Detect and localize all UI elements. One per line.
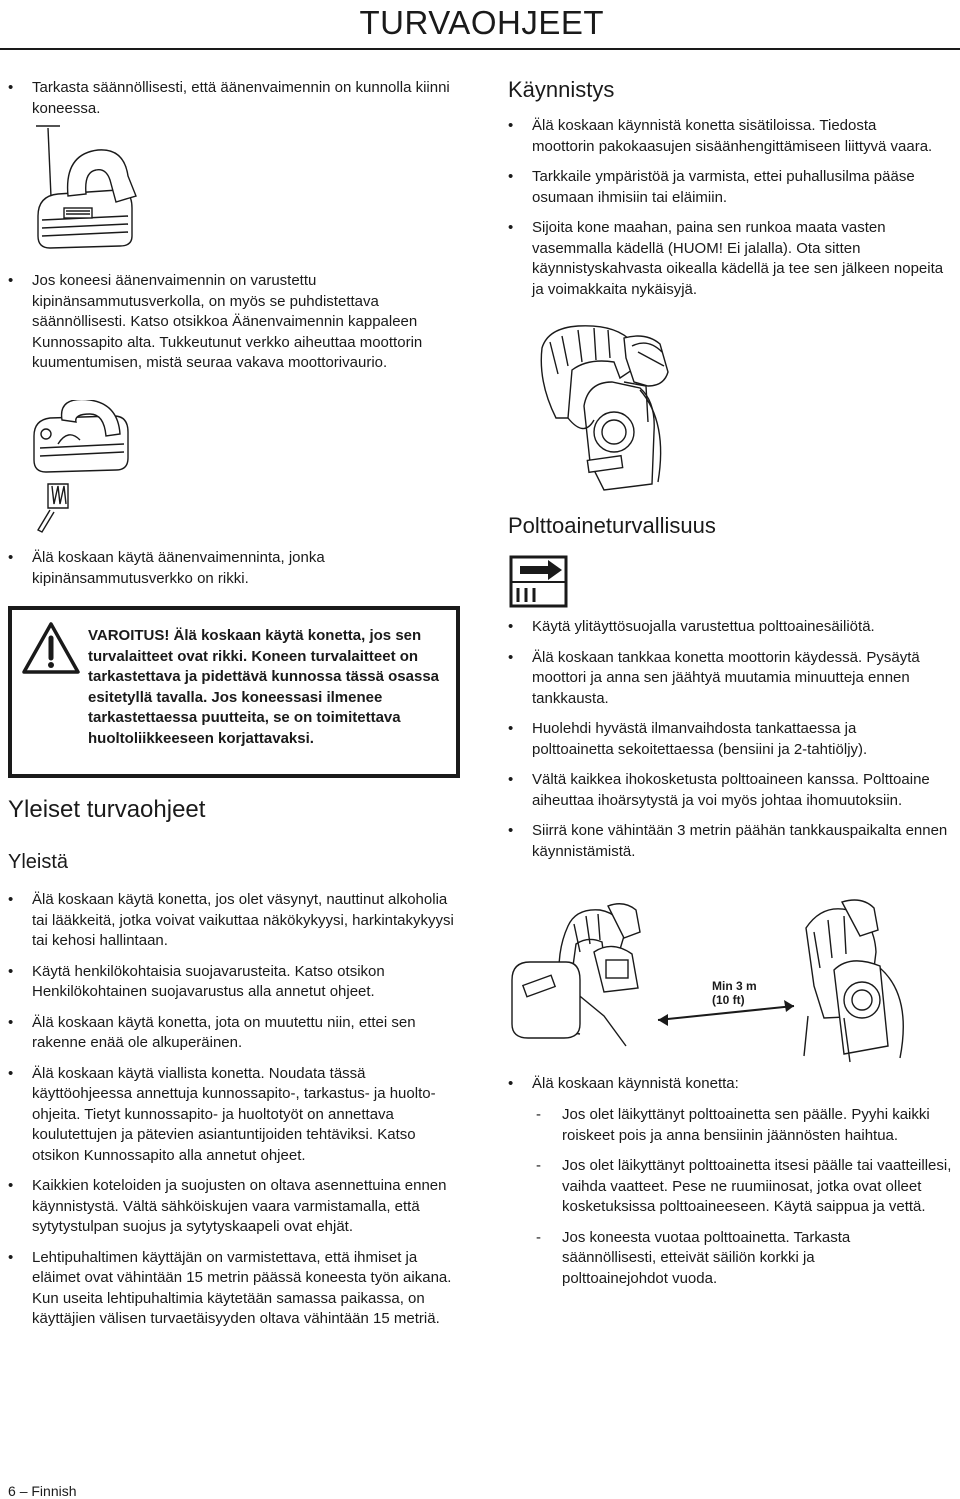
page-title: TURVAOHJEET [359, 4, 604, 41]
never-start-conditions [508, 1105, 960, 1289]
fuel-safety-list [508, 617, 954, 862]
fuel-safety-title: Polttoaineturvallisuus [508, 513, 716, 538]
list-item: • Vältä kaikkea ihokosketusta polttoaineen kanssa. Polttoaine aiheuttaa ihoärsytystä ja voi myös johtaa ihomuutoksiin. [508, 770, 932, 811]
never-start-list [508, 1074, 954, 1095]
list-item: • Älä koskaan käytä konetta, jos olet väsynyt, nauttinut alkoholia tai lääkkeitä, jotka voivat vaikuttaa näkökykyysi, harkintakykyysi tai kehosi hallintaan. [8, 890, 456, 952]
list-item: • Älä koskaan tankkaa konetta moottorin käydessä. Pysäytä moottori ja anna sen jäähtyä muutamia minuutteja ennen tankkausta. [508, 648, 920, 710]
distance-label-imperial: (10 ft) [712, 993, 745, 1007]
warning-triangle-icon [22, 622, 80, 674]
list-item: • Lehtipuhaltimen käyttäjän on varmistettava, että ihmiset ja eläimet ovat vähintään 15 metrin päässä koneesta työn aikana. Kun useita lehtipuhaltimia käytetään samassa paikassa, on käyttäjien välisen turvaetäisyyden oltava vähintään 15 metriä. [8, 1248, 456, 1330]
broken-screen-list [8, 548, 456, 589]
general-safety-list [8, 890, 456, 1330]
list-item: • Käytä ylitäyttösuojalla varustettua polttoainesäiliötä. [508, 617, 954, 638]
warning-box [8, 606, 460, 778]
warning-text: VAROITUS! Älä koskaan käytä konetta, jos sen turvalaitteet ovat rikki. Koneen turvalaitteet on tarkastettava ja pidettävä kunnossa tässä osassa esitetyllä tavalla. Jos koneessasi ilmenee tarkastettaessa puutteita, se on toimitettava huoltoliikkeeseen korjattavaksi. [88, 627, 440, 747]
distance-label [712, 979, 757, 1007]
list-item: • Tarkkaile ympäristöä ja varmista, ettei puhallusilma pääse osumaan ihmisiin tai eläimiin. [508, 167, 954, 208]
footer-language: Finnish [31, 1483, 77, 1499]
page-number: 6 [8, 1483, 16, 1499]
distance-label-metric: Min 3 m [712, 979, 757, 993]
list-item: • Sijoita kone maahan, paina sen runkoa maata vasten vasemmalla kädellä (HUOM! Ei jalalla). Ota sitten käynnistyskahvasta oikealla kädellä ja tee sen jälkeen nopeita ja voimakkaita nykäisyjä. [508, 218, 952, 300]
starting-blower-illustration [528, 322, 678, 502]
list-item: • Huolehdi hyvästä ilmanvaihdosta tankattaessa ja polttoainetta sekoitettaessa (bensiini ja 2-tahtiöljy). [508, 719, 936, 760]
starting-list [508, 116, 954, 300]
footer-dash: – [19, 1483, 28, 1499]
list-item: - Jos koneesta vuotaa polttoainetta. Tarkasta säännöllisesti, etteivät säiliön korkki ja polttoainejohdot vuoda. [508, 1228, 892, 1290]
list-item: • Älä koskaan käynnistä konetta sisätiloissa. Tiedosta moottorin pakokaasujen sisäänhengittämiseen liittyvä vaara. [508, 116, 942, 157]
list-item: • Tarkasta säännöllisesti, että äänenvaimennin on kunnolla kiinni koneessa. [8, 78, 452, 119]
list-item: - Jos olet läikyttänyt polttoainetta itsesi päälle tai vaatteillesi, vaihda vaatteet. Pese ne ruumiinosat, jotka ovat olleet kosketuksissa polttoaineeseen. Käytä saippua ja vettä. [508, 1156, 960, 1218]
page-header [0, 0, 960, 50]
list-item: • Älä koskaan käytä viallista konetta. Noudata tässä käyttöohjeessa annettuja kunnossapito-, tarkastus- ja huolto-ohjeita. Tietyt kunnossapito- ja huoltotyöt on annettava koulutettujen ja pätevien asiantuntijoiden tehtäviksi. Katso otsikon Kunnossapito alla annetut ohjeet. [8, 1064, 456, 1167]
muffler-screen-illustration [28, 400, 136, 540]
list-item: • Älä koskaan käytä äänenvaimenninta, jonka kipinänsammutusverkko on rikki. [8, 548, 432, 589]
list-item: • Jos koneesi äänenvaimennin on varustettu kipinänsammutusverkolla, on myös se puhdistettava säännöllisesti. Katso otsikkoa Äänenvaimennin kappaleen Kunnossapito alta. Tukkeutunut verkko aiheuttaa moottorin kuumentumisen, mistä seuraa vakava moottorivaurio. [8, 271, 444, 374]
spark-screen-list [8, 271, 456, 374]
starting-title: Käynnistys [508, 77, 615, 102]
fuel-tank-symbol-icon [508, 552, 572, 610]
list-item: • Käytä henkilökohtaisia suojavarusteita. Katso otsikon Henkilökohtainen suojavarustus alla annetut ohjeet. [8, 962, 456, 1003]
list-item: • Kaikkien koteloiden ja suojusten on oltava asennettuina ennen käynnistystä. Vältä sähköiskujen vaara varmistamalla, että sytytystulpan suojus ja sytytyskaapeli ovat ehjät. [8, 1176, 456, 1238]
list-item: - Jos olet läikyttänyt polttoainetta sen päälle. Pyyhi kaikki roiskeet pois ja anna bensiinin jäännösten haihtua. [508, 1105, 932, 1146]
page-footer [8, 1483, 77, 1499]
general-subtitle: Yleistä [8, 851, 69, 873]
list-item: • Älä koskaan käytä konetta, jota on muutettu niin, ettei sen rakenne enää ole alkuperäinen. [8, 1013, 456, 1054]
muffler-check-list [8, 78, 456, 119]
list-item: • Siirrä kone vähintään 3 metrin päähän tankkauspaikalta ennen käynnistämistä. [508, 821, 960, 862]
muffler-illustration [28, 124, 140, 254]
list-item: • Älä koskaan käynnistä konetta: [508, 1074, 954, 1095]
general-safety-title: Yleiset turvaohjeet [8, 796, 206, 823]
